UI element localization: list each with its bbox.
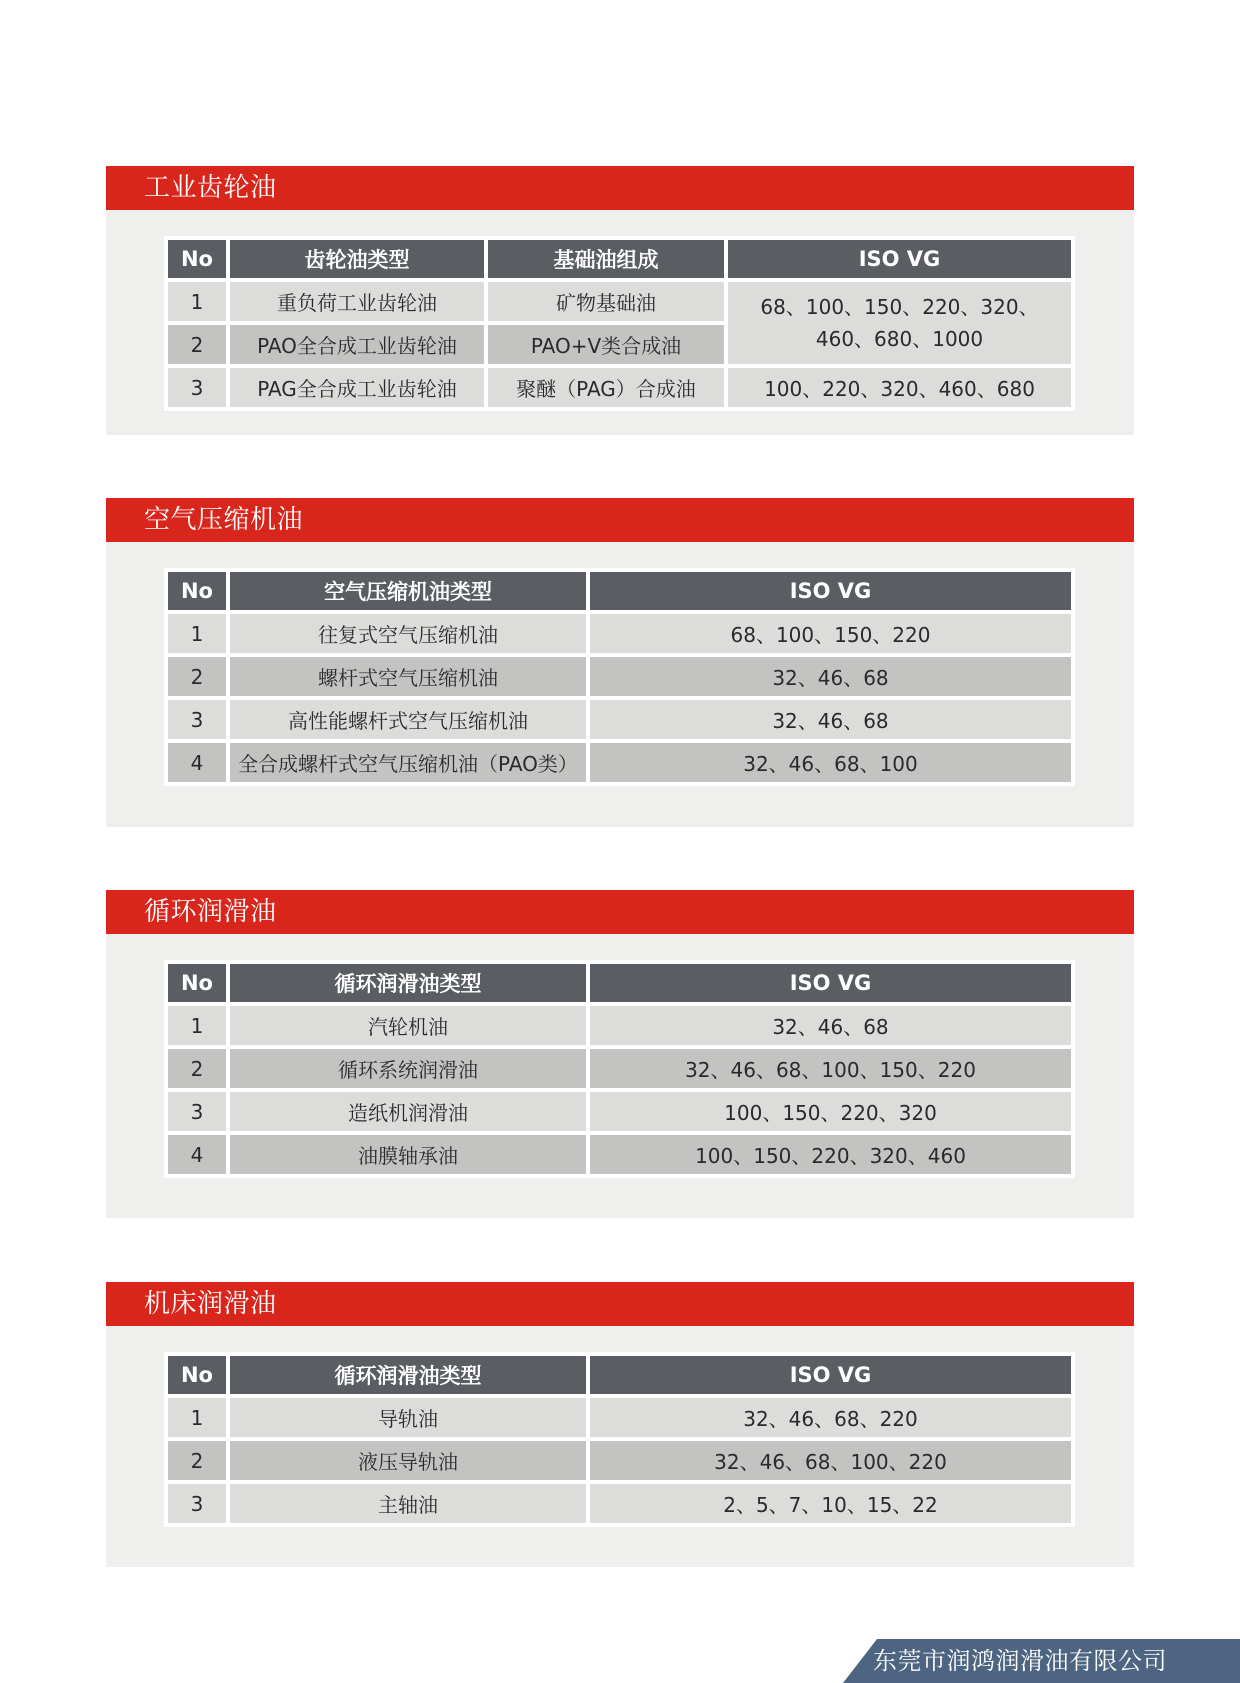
cell-no: 2 (168, 1441, 226, 1480)
gear-oil-table (164, 236, 1075, 411)
cell-type: 液压导轨油 (230, 1441, 586, 1480)
cell-iso-vg-merged (728, 282, 1071, 364)
table-row (168, 657, 1071, 696)
section-industrial-gear-oil (106, 166, 1134, 435)
cell-type: 导轨油 (230, 1398, 586, 1437)
cell-type: 油膜轴承油 (230, 1135, 586, 1174)
cell-type: 造纸机润滑油 (230, 1092, 586, 1131)
cell-iso-vg: 32、46、68 (590, 700, 1071, 739)
cell-iso-vg: 32、46、68、100、150、220 (590, 1049, 1071, 1088)
section-title: 空气压缩机油 (106, 498, 1134, 542)
cell-type: 循环系统润滑油 (230, 1049, 586, 1088)
cell-iso-vg: 32、46、68、100、220 (590, 1441, 1071, 1480)
cell-iso-vg: 100、150、220、320 (590, 1092, 1071, 1131)
header-base-oil: 基础油组成 (488, 240, 724, 278)
header-no: No (168, 1356, 226, 1394)
cell-iso-vg: 2、5、7、10、15、22 (590, 1484, 1071, 1523)
table-header-row (168, 240, 1071, 278)
cell-no: 3 (168, 368, 226, 407)
machine-tool-oil-table (164, 1352, 1075, 1527)
table-row (168, 282, 1071, 321)
table-header-row (168, 964, 1071, 1002)
cell-type: 重负荷工业齿轮油 (230, 282, 484, 321)
cell-no: 4 (168, 743, 226, 782)
section-title: 循环润滑油 (106, 890, 1134, 934)
air-compressor-oil-table (164, 568, 1075, 786)
section-title: 工业齿轮油 (106, 166, 1134, 210)
cell-no: 3 (168, 1484, 226, 1523)
cell-base-oil: 聚醚（PAG）合成油 (488, 368, 724, 407)
cell-type: 全合成螺杆式空气压缩机油（PAO类） (230, 743, 586, 782)
table-row (168, 1484, 1071, 1523)
header-type: 循环润滑油类型 (230, 1356, 586, 1394)
table-row (168, 614, 1071, 653)
table-row (168, 1441, 1071, 1480)
table-row (168, 368, 1071, 407)
header-type: 空气压缩机油类型 (230, 572, 586, 610)
cell-type: 往复式空气压缩机油 (230, 614, 586, 653)
header-iso-vg: ISO VG (590, 964, 1071, 1002)
cell-no: 2 (168, 325, 226, 364)
header-type: 齿轮油类型 (230, 240, 484, 278)
footer (0, 1639, 1240, 1683)
cell-iso-vg: 68、100、150、220 (590, 614, 1071, 653)
cell-iso-vg: 100、150、220、320、460 (590, 1135, 1071, 1174)
header-no: No (168, 572, 226, 610)
cell-iso-vg: 32、46、68 (590, 1006, 1071, 1045)
cell-type: 汽轮机油 (230, 1006, 586, 1045)
section-title: 机床润滑油 (106, 1282, 1134, 1326)
table-row (168, 1135, 1071, 1174)
header-iso-vg: ISO VG (590, 1356, 1071, 1394)
cell-base-oil: 矿物基础油 (488, 282, 724, 321)
cell-no: 3 (168, 700, 226, 739)
cell-no: 1 (168, 1398, 226, 1437)
cell-type: 高性能螺杆式空气压缩机油 (230, 700, 586, 739)
table-row (168, 700, 1071, 739)
cell-type: PAG全合成工业齿轮油 (230, 368, 484, 407)
cell-iso-vg: 100、220、320、460、680 (728, 368, 1071, 407)
cell-no: 1 (168, 614, 226, 653)
cell-no: 4 (168, 1135, 226, 1174)
iso-vg-line: 460、680、1000 (815, 327, 984, 351)
cell-type: 主轴油 (230, 1484, 586, 1523)
header-no: No (168, 240, 226, 278)
header-no: No (168, 964, 226, 1002)
cell-base-oil: PAO+V类合成油 (488, 325, 724, 364)
circulating-oil-table (164, 960, 1075, 1178)
cell-no: 2 (168, 657, 226, 696)
company-name: 东莞市润鸿润滑油有限公司 (873, 1647, 1167, 1675)
table-header-row (168, 1356, 1071, 1394)
table-row (168, 1049, 1071, 1088)
cell-no: 2 (168, 1049, 226, 1088)
cell-no: 3 (168, 1092, 226, 1131)
cell-type: PAO全合成工业齿轮油 (230, 325, 484, 364)
header-type: 循环润滑油类型 (230, 964, 586, 1002)
table-row (168, 743, 1071, 782)
table-row (168, 1092, 1071, 1131)
cell-iso-vg: 32、46、68、100 (590, 743, 1071, 782)
section-machine-tool-oil (106, 1282, 1134, 1567)
cell-iso-vg: 32、46、68 (590, 657, 1071, 696)
cell-type: 螺杆式空气压缩机油 (230, 657, 586, 696)
cell-iso-vg: 32、46、68、220 (590, 1398, 1071, 1437)
table-row (168, 1006, 1071, 1045)
iso-vg-line: 68、100、150、220、320、 (760, 295, 1039, 319)
table-row (168, 1398, 1071, 1437)
cell-no: 1 (168, 1006, 226, 1045)
table-header-row (168, 572, 1071, 610)
section-air-compressor-oil (106, 498, 1134, 827)
cell-no: 1 (168, 282, 226, 321)
section-circulating-oil (106, 890, 1134, 1218)
header-iso-vg: ISO VG (590, 572, 1071, 610)
header-iso-vg: ISO VG (728, 240, 1071, 278)
